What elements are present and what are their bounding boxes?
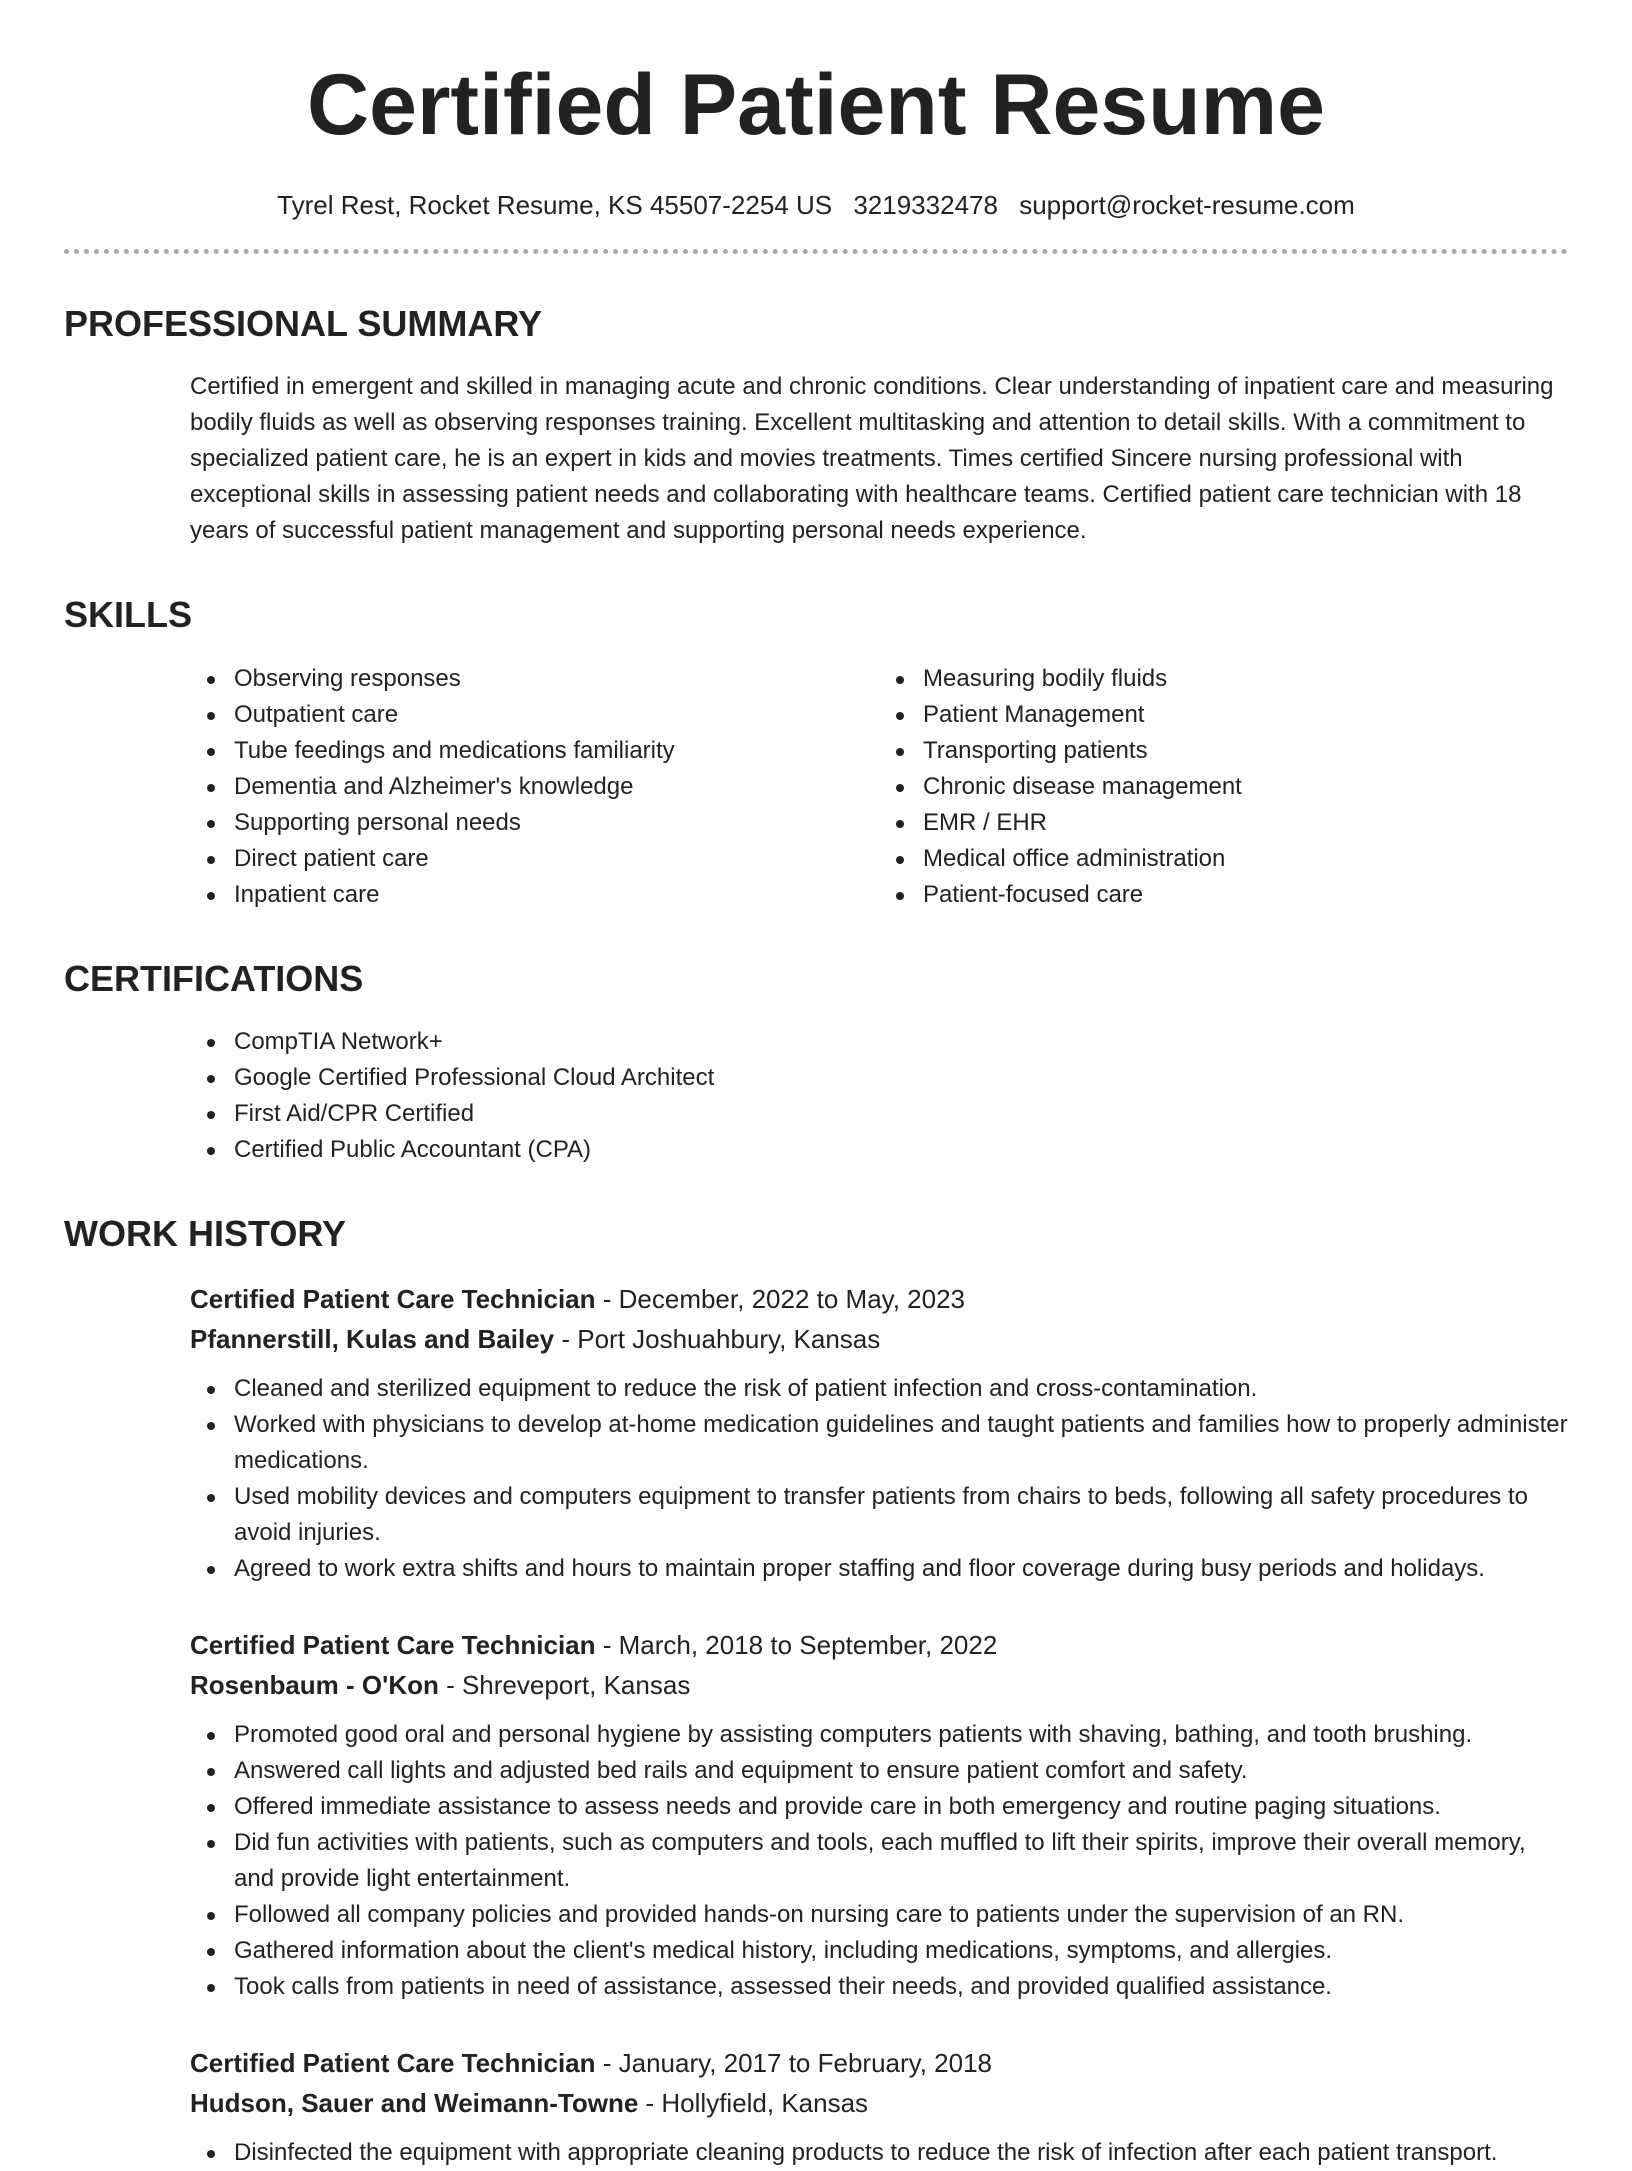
certification-item: First Aid/CPR Certified (234, 1096, 1568, 1132)
job-title: Certified Patient Care Technician (190, 1283, 596, 1314)
job-company: Hudson, Sauer and Weimann-Towne (190, 2087, 639, 2118)
job-duty: Disinfected the equipment with appropriate cleaning products to reduce the risk of infection after each patient transport. (234, 2135, 1568, 2171)
job-duty: Gathered information about the client's medical history, including medications, symptoms, and allergies. (234, 1933, 1568, 1969)
job-duties-list (190, 1717, 1568, 2005)
skills-section (64, 593, 1568, 912)
job-title-line (190, 1279, 1568, 1319)
contact-phone: 3219332478 (853, 190, 998, 220)
contact-email: support@rocket-resume.com (1019, 190, 1355, 220)
summary-section (64, 302, 1568, 549)
skill-item: Dementia and Alzheimer's knowledge (234, 769, 879, 805)
job-dates: - March, 2018 to September, 2022 (595, 1629, 998, 1660)
skill-item: Outpatient care (234, 697, 879, 733)
job-title-line (190, 1625, 1568, 1665)
job-duty: Used mobility devices and computers equipment to transfer patients from chairs to beds, following all safety procedures to avoid injuries. (234, 1479, 1568, 1551)
contact-line (64, 190, 1568, 221)
resume-title: Certified Patient Resume (307, 57, 1325, 153)
certification-item: Google Certified Professional Cloud Architect (234, 1060, 1568, 1096)
job-duty: Promoted good oral and personal hygiene by assisting computers patients with shaving, bathing, and tooth brushing. (234, 1717, 1568, 1753)
job-duty: Answered call lights and adjusted bed rails and equipment to ensure patient comfort and safety. (234, 1753, 1568, 1789)
skill-item: Medical office administration (923, 841, 1568, 877)
job-dates: - January, 2017 to February, 2018 (595, 2047, 993, 2078)
skills-right-list (879, 661, 1568, 913)
skills-left-list (190, 661, 879, 913)
job-duty: Followed all company policies and provided hands-on nursing care to patients under the supervision of an RN. (234, 1897, 1568, 1933)
skill-item: Patient Management (923, 697, 1568, 733)
skill-item: Transporting patients (923, 733, 1568, 769)
work-history-section (64, 1212, 1568, 2171)
skill-item: Chronic disease management (923, 769, 1568, 805)
job-title-line (190, 2043, 1568, 2083)
certification-item: Certified Public Accountant (CPA) (234, 1132, 1568, 1168)
skill-item: Supporting personal needs (234, 805, 879, 841)
job-title: Certified Patient Care Technician (190, 1629, 596, 1660)
skill-item: Direct patient care (234, 841, 879, 877)
job-location: - Port Joshuahbury, Kansas (554, 1323, 881, 1354)
certifications-section (64, 957, 1568, 1168)
skill-item: EMR / EHR (923, 805, 1568, 841)
job-duty: Worked with physicians to develop at-home medication guidelines and taught patients and families how to properly administer medications. (234, 1407, 1568, 1479)
summary-heading: PROFESSIONAL SUMMARY (64, 303, 543, 345)
contact-address: Tyrel Rest, Rocket Resume, KS 45507-2254 US (277, 190, 833, 220)
work-history-heading: WORK HISTORY (64, 1212, 347, 1254)
summary-text: Certified in emergent and skilled in managing acute and chronic conditions. Clear understanding of inpatient care and measuring bodily fluids as well as observing responses training. Excellent multitasking and attention to detail skills. With a commitment to specialized patient care, he is an expert in kids and movies treatments. Times certified Sincere nursing professional with exceptional skills in assessing patient needs and collaborating with healthcare teams. Certified patient care technician with 18 years of successful patient management and supporting personal needs experience. (190, 373, 1554, 545)
job-title: Certified Patient Care Technician (190, 2047, 596, 2078)
job-entry (190, 1279, 1568, 1587)
job-company: Pfannerstill, Kulas and Bailey (190, 1323, 555, 1354)
job-entry (190, 2043, 1568, 2171)
job-duty: Cleaned and sterilized equipment to reduce the risk of patient infection and cross-contamination. (234, 1371, 1568, 1407)
job-company-line (190, 1319, 1568, 1359)
job-location: - Shreveport, Kansas (438, 1669, 691, 1700)
job-duty: Offered immediate assistance to assess needs and provide care in both emergency and routine paging situations. (234, 1789, 1568, 1825)
header-divider (64, 249, 1568, 254)
skill-item: Measuring bodily fluids (923, 661, 1568, 697)
job-duty: Agreed to work extra shifts and hours to maintain proper staffing and floor coverage during busy periods and holidays. (234, 1551, 1568, 1587)
job-company: Rosenbaum - O'Kon (190, 1669, 439, 1700)
skill-item: Inpatient care (234, 877, 879, 913)
job-duties-list (190, 2135, 1568, 2171)
job-duty: Took calls from patients in need of assistance, assessed their needs, and provided qualified assistance. (234, 1969, 1568, 2005)
job-dates: - December, 2022 to May, 2023 (595, 1283, 966, 1314)
job-location: - Hollyfield, Kansas (638, 2087, 869, 2118)
job-duties-list (190, 1371, 1568, 1587)
certifications-list (190, 1024, 1568, 1168)
certifications-heading: CERTIFICATIONS (64, 957, 364, 999)
job-company-line (190, 1665, 1568, 1705)
job-entry (190, 1625, 1568, 2005)
skill-item: Tube feedings and medications familiarity (234, 733, 879, 769)
skill-item: Patient-focused care (923, 877, 1568, 913)
skills-heading: SKILLS (64, 594, 193, 636)
certification-item: CompTIA Network+ (234, 1024, 1568, 1060)
skill-item: Observing responses (234, 661, 879, 697)
job-duty: Did fun activities with patients, such as computers and tools, each muffled to lift their spirits, improve their overall memory, and provide light entertainment. (234, 1825, 1568, 1897)
certifications-list-wrap (190, 1024, 1568, 1168)
skills-grid (190, 661, 1568, 913)
job-company-line (190, 2083, 1568, 2123)
